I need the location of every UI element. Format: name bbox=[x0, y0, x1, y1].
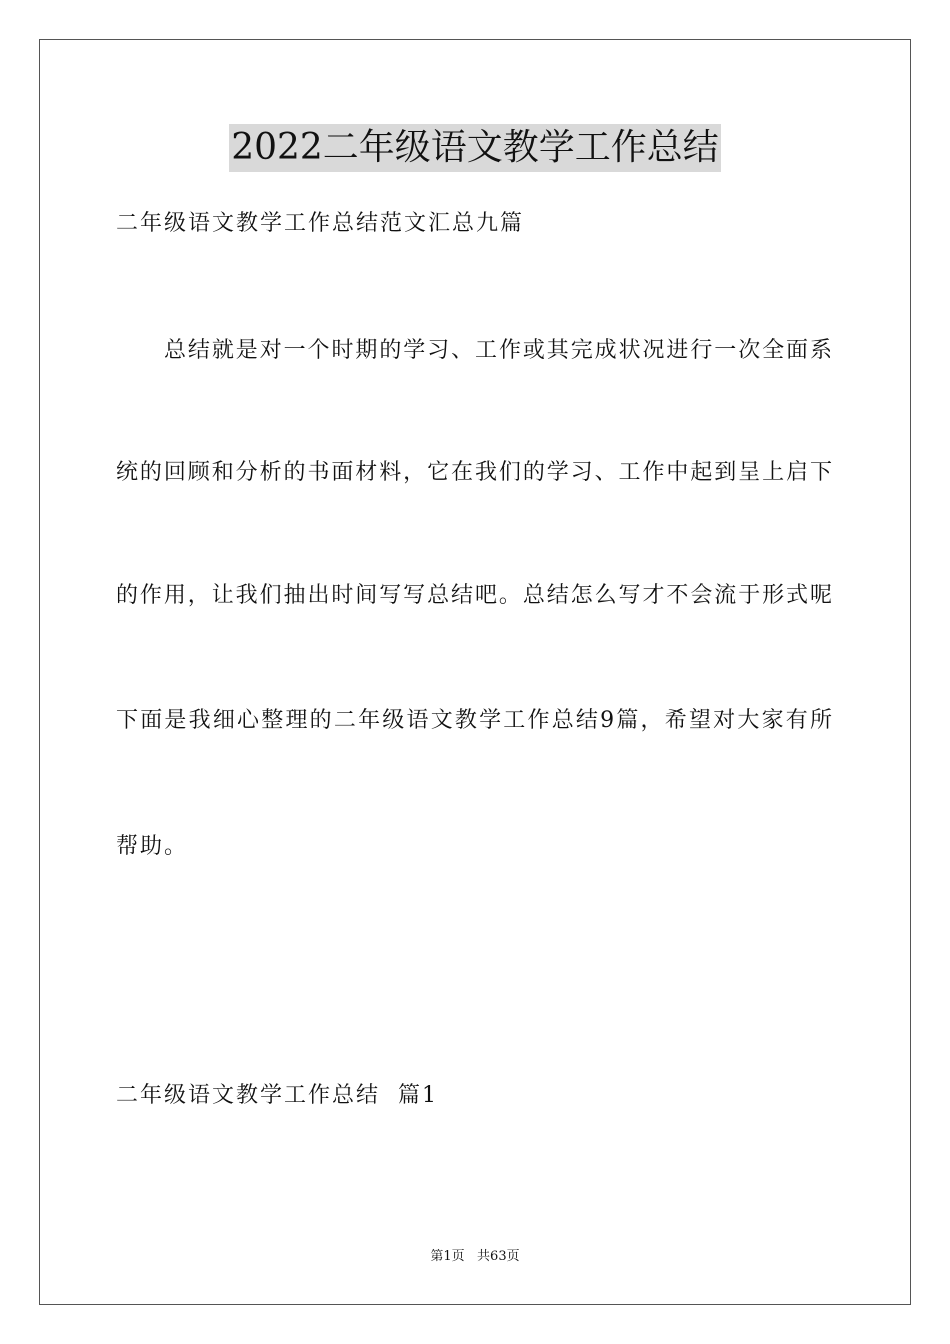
intro-line-3: 的作用，让我们抽出时间写写总结吧。总结怎么写才不会流于形式呢 bbox=[116, 583, 832, 608]
intro-line-1: 总结就是对一个时期的学习、工作或其完成状况进行一次全面系 bbox=[164, 338, 832, 363]
intro-line-4: 下面是我细心整理的二年级语文教学工作总结9篇，希望对大家有所 bbox=[116, 708, 832, 733]
document-title-container bbox=[0, 124, 950, 172]
document-subtitle: 二年级语文教学工作总结范文汇总九篇 bbox=[116, 211, 525, 236]
intro-line-5: 帮助。 bbox=[116, 834, 189, 859]
section-heading: 二年级语文教学工作总结 篇1 bbox=[116, 1083, 438, 1108]
document-title: 2022二年级语文教学工作总结 bbox=[229, 124, 721, 172]
intro-line-2: 统的回顾和分析的书面材料，它在我们的学习、工作中起到呈上启下 bbox=[116, 460, 832, 485]
page-footer: 第1页 共63页 bbox=[430, 1249, 520, 1264]
